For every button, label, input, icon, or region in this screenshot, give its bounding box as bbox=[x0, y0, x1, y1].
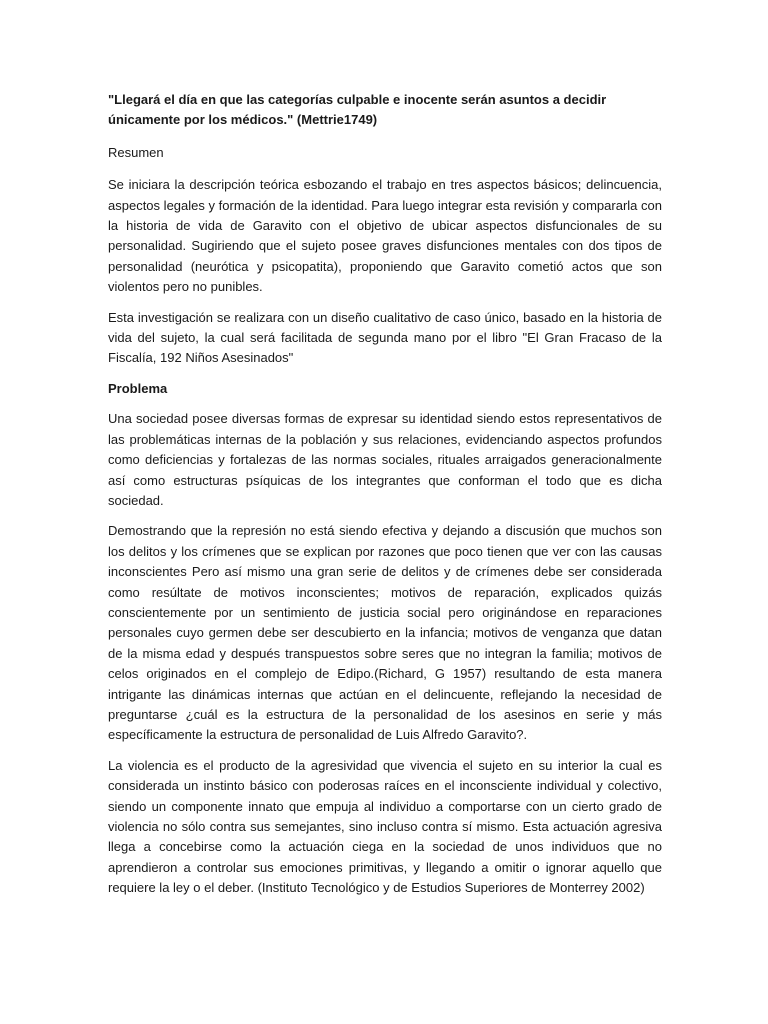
problema-paragraph-3: La violencia es el producto de la agresividad que vivencia el sujeto en su interior la cual es considerada un instinto básico con poderosas raíces en el inconsciente individual y colectivo, siendo un componente innato que empuja al individuo a comportarse con un cierto grado de violencia no sólo contra sus semejantes, sino incluso contra sí mismo. Esta actuación agresiva llega a concebirse como la actuación ciega en la sociedad de unos individuos que no aprendieron a controlar sus emociones primitivas, y llegando a omitir o ignorar aquello que requiere la ley o el deber. (Instituto Tecnológico y de Estudios Superiores de Monterrey 2002) bbox=[108, 757, 662, 896]
problema-paragraph-1: Una sociedad posee diversas formas de expresar su identidad siendo estos representativos de las problemáticas internas de la población y sus relaciones, evidenciando aspectos profundos como deficiencias y fortalezas de las normas sociales, rituales arraigados generacionalmente así como estructuras psíquicas de los integrantes que conforman el todo que es dicha sociedad. bbox=[108, 411, 662, 508]
resumen-paragraph-2: Esta investigación se realizara con un diseño cualitativo de caso único, basado en la historia de vida del sujeto, la cual será facilitada de segunda mano por el libro "El Gran Fracaso de la Fiscalía, 192 Niños Asesinados" bbox=[108, 309, 662, 366]
problema-paragraph-2: Demostrando que la represión no está siendo efectiva y dejando a discusión que muchos son los delitos y los crímenes que se explican por razones que poco tienen que ver con las causas inconscientes Pero así mismo una gran serie de delitos y de crímenes debe ser considerada como resúltate de motivos inconscientes; motivos de reparación, explicados quizás conscientemente por un sentimiento de justicia social pero originándose en reparaciones personales cuyo germen debe ser descubierto en la infancia; motivos de venganza que datan de la misma edad y después transpuestos sobre seres que no integran la familia; motivos de celos originados en el complejo de Edipo.(Richard, G 1957) resultando de esta manera intrigante las dinámicas internas que actúan en el delincuente, reflejando la necesidad de preguntarse ¿cuál es la estructura de la personalidad de los asesinos en serie y más específicamente la estructura de personalidad de Luis Alfredo Garavito?. bbox=[108, 523, 662, 743]
epigraph-quote: "Llegará el día en que las categorías culpable e inocente serán asuntos a decidir únicamente por los médicos." (Mettrie1749) bbox=[108, 92, 607, 128]
resumen-paragraph-1: Se iniciara la descripción teórica esbozando el trabajo en tres aspectos básicos; delincuencia, aspectos legales y formación de la identidad. Para luego integrar esta revisión y compararla con la historia de vida de Garavito con el objetivo de ubicar aspectos disfuncionales de su personalidad. Sugiriendo que el sujeto posee graves disfunciones mentales con dos tipos de personalidad (neurótica y psicopatita), proponiendo que Garavito cometió actos que son violentos pero no punibles. bbox=[108, 177, 662, 295]
problema-heading: Problema bbox=[108, 380, 168, 396]
resumen-label: Resumen bbox=[108, 144, 164, 160]
